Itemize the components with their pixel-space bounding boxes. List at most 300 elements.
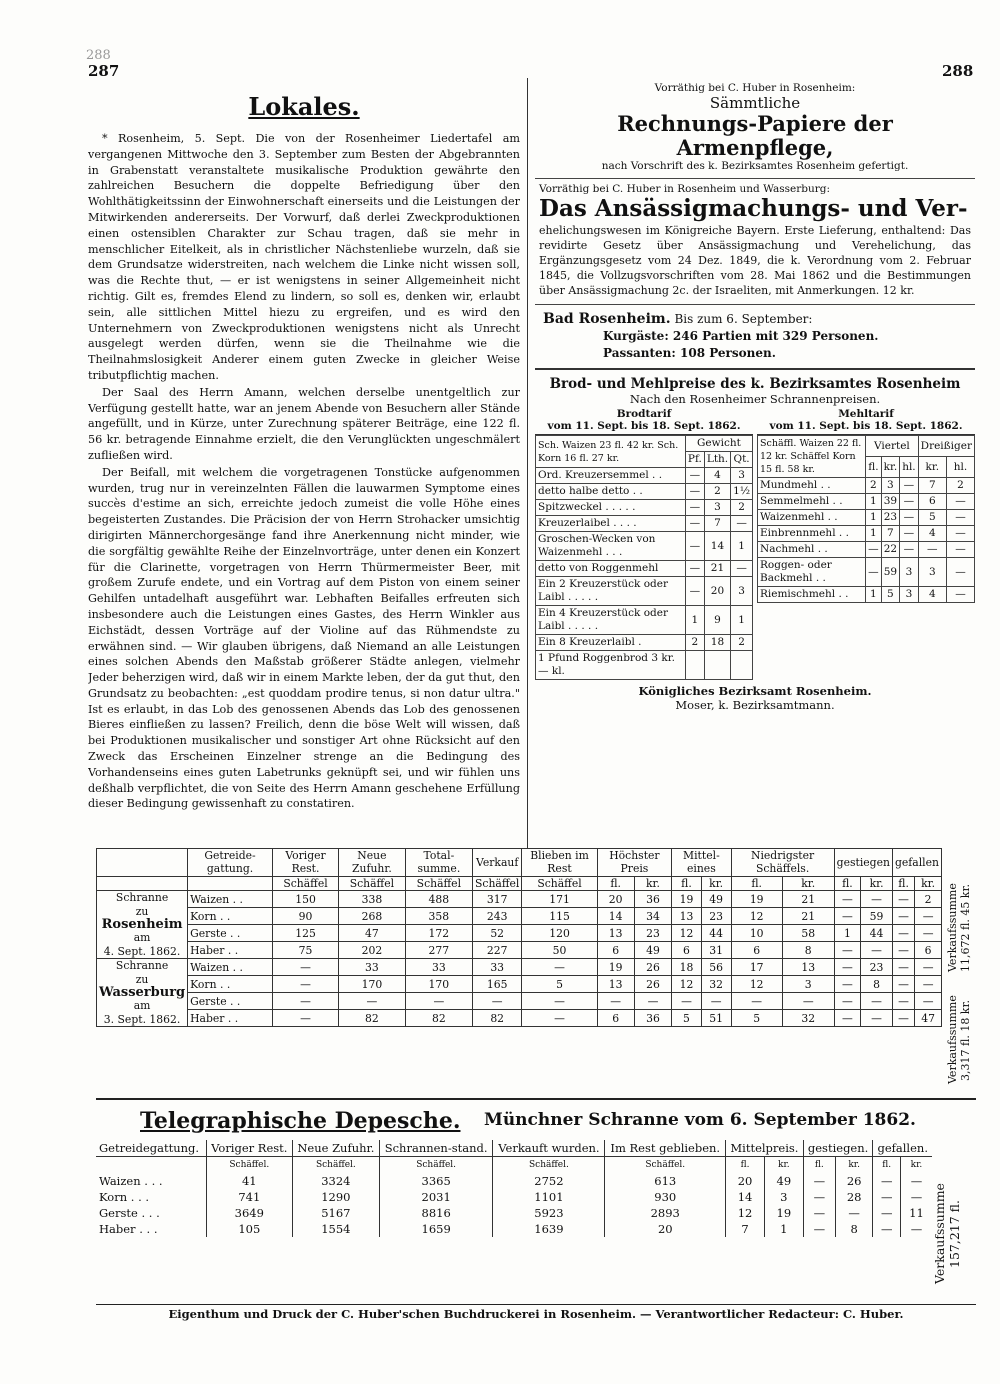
bad-line: Bis zum 6. September:	[674, 312, 813, 326]
market-corner	[97, 849, 188, 877]
bread-weight	[731, 651, 753, 680]
flour-price: 3	[881, 478, 900, 494]
telegram-value: 26	[835, 1173, 873, 1189]
market-place-label	[97, 891, 188, 959]
telegram-value: —	[803, 1189, 835, 1205]
telegram-value: —	[900, 1173, 932, 1189]
market-value: 170	[339, 976, 406, 993]
market-value: 1	[834, 925, 860, 942]
brodtarif-title: Brodtarif	[616, 408, 672, 420]
market-value: 56	[701, 959, 731, 976]
market-value: —	[634, 993, 672, 1010]
flour-price: —	[918, 542, 946, 558]
market-value: 227	[473, 942, 522, 959]
market-value: 2	[915, 891, 942, 908]
telegram-value: 1659	[379, 1221, 493, 1237]
ad-title: Das Ansässigmachungs- und Ver-	[539, 195, 968, 222]
market-value: —	[272, 993, 338, 1010]
mehltarif-title: Mehltarif	[838, 408, 894, 420]
market-value: 12	[731, 908, 782, 925]
telegram-value: 1290	[292, 1189, 379, 1205]
market-col-header: Neue Zufuhr.	[339, 849, 406, 877]
market-col-header: Höchster Preis	[597, 849, 672, 877]
market-unit: fl.	[834, 876, 860, 890]
flour-price: 6	[918, 494, 946, 510]
market-value: —	[597, 993, 634, 1010]
market-col-header: Verkauf	[473, 849, 522, 877]
telegram-unit: fl.	[803, 1157, 835, 1174]
telegram-value: 1554	[292, 1221, 379, 1237]
market-unit: Schäffel	[522, 876, 597, 890]
market-value: —	[834, 959, 860, 976]
bread-name: 1 Pfund Roggenbrod 3 kr. — kl.	[536, 651, 686, 680]
article-paragraph: Der Saal des Herrn Amann, welchen derselbe unentgeltlich zur Verfügung gestellt hatte, war an jenem Abende von Besuchern aller Stände angefüllt, und in Kürze, unter Zurechnung späterer Beiträge, eine 122 fl. 56 kr. betragende Einnahme erzielt, die den Verunglückten ungeschmälert zufließen wird.	[88, 385, 520, 462]
market-unit: kr.	[782, 876, 834, 890]
market-value: —	[782, 993, 834, 1010]
telegram-value: —	[900, 1189, 932, 1205]
place-label-line: Rosenheim	[101, 917, 183, 933]
grain-name: Gerste . .	[188, 993, 273, 1010]
flour-price: 1	[866, 494, 882, 510]
market-unit: fl.	[672, 876, 702, 890]
place-label-line: am	[133, 931, 151, 945]
table-row	[536, 516, 753, 532]
footer-imprint: Eigenthum und Druck der C. Huber'schen Buchdruckerei in Rosenheim. — Verantwortlicher Redacteur: C. Huber.	[96, 1304, 976, 1321]
flour-price: 39	[881, 494, 900, 510]
telegram-col-header: Im Rest geblieben.	[605, 1140, 726, 1157]
market-unit: Schäffel	[405, 876, 472, 890]
section-divider	[96, 1098, 976, 1100]
market-value: 44	[861, 925, 893, 942]
table-row	[758, 494, 975, 510]
place-label-line: 4. Sept. 1862.	[103, 944, 181, 958]
telegram-value: —	[873, 1173, 901, 1189]
market-col-header: Blieben im Rest	[522, 849, 597, 877]
market-unit: kr.	[701, 876, 731, 890]
market-value: 36	[634, 891, 672, 908]
market-value: 20	[597, 891, 634, 908]
bread-weight: —	[685, 532, 704, 561]
telegram-unit: Schäffel.	[493, 1157, 605, 1174]
market-value: —	[915, 959, 942, 976]
market-value: —	[861, 942, 893, 959]
flour-price: 3	[900, 558, 918, 587]
flour-price: —	[900, 526, 918, 542]
bread-weight: 3	[704, 500, 730, 516]
table-row	[96, 1221, 932, 1237]
telegram-unit: Schäffel.	[605, 1157, 726, 1174]
bread-weight: 1	[685, 606, 704, 635]
telegram-unit: Schäffel.	[292, 1157, 379, 1174]
telegram-value: 105	[206, 1221, 292, 1237]
flour-price: —	[946, 526, 974, 542]
grain-name: Waizen . . .	[99, 1174, 163, 1188]
grain-name: Korn . . .	[99, 1190, 150, 1204]
market-value: 13	[597, 925, 634, 942]
brod-col-header: Lth.	[704, 452, 730, 468]
bread-weight: 18	[704, 635, 730, 651]
market-value: 18	[672, 959, 702, 976]
market-value: 358	[405, 908, 472, 925]
market-col-header: Mittel-eines	[672, 849, 731, 877]
ad-ansaessigmachung	[535, 179, 975, 305]
market-col-header: Voriger Rest.	[272, 849, 338, 877]
market-value: —	[892, 942, 914, 959]
flour-price: 1	[866, 510, 882, 526]
bread-weight: —	[731, 516, 753, 532]
telegram-value: 1101	[493, 1189, 605, 1205]
table-row	[96, 1173, 932, 1189]
bread-weight: 2	[685, 635, 704, 651]
mehl-dreissiger: Dreißiger	[918, 436, 974, 457]
table-row	[758, 478, 975, 494]
bread-weight: 2	[731, 500, 753, 516]
mehl-col-header: fl.	[866, 457, 882, 478]
mehl-viertel: Viertel	[866, 436, 919, 457]
market-value: —	[834, 942, 860, 959]
telegram-unit: Schäffel.	[379, 1157, 493, 1174]
market-unit: fl.	[892, 876, 914, 890]
bread-weight: 20	[704, 577, 730, 606]
market-value: —	[834, 891, 860, 908]
table-row	[758, 558, 975, 587]
market-value: 338	[339, 891, 406, 908]
bread-name: Groschen-Wecken von Waizenmehl . . .	[536, 532, 686, 561]
table-row	[97, 976, 942, 993]
bread-weight: 1	[731, 532, 753, 561]
market-value: 23	[634, 925, 672, 942]
mehltarif-dates: vom 11. Sept. bis 18. Sept. 1862.	[769, 420, 963, 432]
telegram-value: 41	[206, 1173, 292, 1189]
place-label-line: am	[133, 999, 151, 1013]
ad-body: ehelichungswesen im Königreiche Bayern. Erste Lieferung, enthaltend: Das revidirte Gesetz über Ansässigmachung und Verehelichung, das Ergänzungsgesetz vom 24 Dez. 1849, die k. Verordnung vom 2. Februar 1845, die Vollzugsvorschriften vom 28. Mai 1862 und die Bestimmungen über Ansässigmachung 2c. der Israeliten, mit Anmerkungen. 12 kr.	[539, 224, 971, 297]
market-value: 6	[597, 1010, 634, 1027]
market-value: 202	[339, 942, 406, 959]
market-value: 82	[473, 1010, 522, 1027]
market-value: 36	[634, 1010, 672, 1027]
mehl-col-header: hl.	[946, 457, 974, 478]
grain-name: Waizen . .	[188, 959, 273, 976]
table-row	[758, 542, 975, 558]
market-value: 34	[634, 908, 672, 925]
market-unit: fl.	[597, 876, 634, 890]
market-value: 52	[473, 925, 522, 942]
telegram-value: —	[873, 1189, 901, 1205]
market-value: —	[892, 1010, 914, 1027]
telegram-value: 8	[835, 1221, 873, 1237]
market-value: 12	[731, 976, 782, 993]
bread-weight: —	[685, 500, 704, 516]
table-row	[97, 993, 942, 1010]
market-value: —	[473, 993, 522, 1010]
market-value: 33	[405, 959, 472, 976]
flour-price: 5	[881, 587, 900, 603]
flour-price: 59	[881, 558, 900, 587]
telegram-unit: fl.	[726, 1157, 765, 1174]
grain-name: Gerste . .	[188, 925, 273, 942]
flour-price: 3	[918, 558, 946, 587]
market-value: 317	[473, 891, 522, 908]
flour-price: —	[900, 494, 918, 510]
telegram-value: 7	[726, 1221, 765, 1237]
flour-price: —	[946, 510, 974, 526]
bread-weight: 2	[731, 635, 753, 651]
market-value: 82	[405, 1010, 472, 1027]
flour-price: 22	[881, 542, 900, 558]
telegram-value: —	[835, 1205, 873, 1221]
wasserburg-sales-sum: Verkaufssumme 3,317 fl. 18 kr.	[946, 995, 972, 1085]
market-value: 277	[405, 942, 472, 959]
market-value: 6	[597, 942, 634, 959]
telegram-value: 3324	[292, 1173, 379, 1189]
market-value: 6	[731, 942, 782, 959]
market-value: 47	[339, 925, 406, 942]
table-row	[96, 1189, 932, 1205]
flour-price: 2	[866, 478, 882, 494]
bread-weight	[685, 651, 704, 680]
market-value: —	[272, 959, 338, 976]
market-unit: Schäffel	[339, 876, 406, 890]
market-value: 5	[672, 1010, 702, 1027]
market-place-label	[97, 959, 188, 1027]
bread-name: Spitzweckel . . . . .	[536, 500, 686, 516]
telegram-value: —	[900, 1221, 932, 1237]
bread-weight: 1	[731, 606, 753, 635]
telegram-value: 2031	[379, 1189, 493, 1205]
brod-col-header: Qt.	[731, 452, 753, 468]
flour-price: —	[946, 542, 974, 558]
brod-subtitle: Nach den Rosenheimer Schrannenpreisen.	[629, 392, 881, 406]
bad-rosenheim-notice	[535, 305, 975, 370]
market-value: —	[861, 891, 893, 908]
bread-weight: 3	[731, 577, 753, 606]
bread-name: Ein 4 Kreuzerstück oder Laibl . . . . .	[536, 606, 686, 635]
flour-name: Semmelmehl . .	[758, 494, 866, 510]
lokales-heading: Lokales.	[248, 92, 360, 121]
market-value: —	[405, 993, 472, 1010]
market-value: —	[731, 993, 782, 1010]
ad-line: Vorräthig bei C. Huber in Rosenheim:	[654, 82, 856, 94]
market-value: 31	[701, 942, 731, 959]
bread-name: Ein 2 Kreuzerstück oder Laibl . . . . .	[536, 577, 686, 606]
bread-weight: —	[685, 468, 704, 484]
grain-name: Haber . .	[188, 1010, 273, 1027]
market-value: 17	[731, 959, 782, 976]
market-value: 33	[473, 959, 522, 976]
telegram-unit	[96, 1157, 206, 1174]
bread-weight: —	[685, 561, 704, 577]
bread-weight: 21	[704, 561, 730, 577]
market-value: —	[892, 993, 914, 1010]
flour-price: 1	[866, 526, 882, 542]
brod-col-header: Pf.	[685, 452, 704, 468]
flour-name: Nachmehl . .	[758, 542, 866, 558]
market-value: —	[861, 1010, 893, 1027]
market-value: 21	[782, 908, 834, 925]
market-value: 23	[861, 959, 893, 976]
flour-price: 1	[866, 587, 882, 603]
telegram-unit: kr.	[900, 1157, 932, 1174]
market-value: —	[272, 976, 338, 993]
place-label-line: zu	[135, 904, 149, 918]
market-value: 120	[522, 925, 597, 942]
telegram-value: 19	[764, 1205, 803, 1221]
bread-weight: 7	[704, 516, 730, 532]
telegram-value: 20	[605, 1221, 726, 1237]
telegram-value: 613	[605, 1173, 726, 1189]
telegram-unit: kr.	[835, 1157, 873, 1174]
market-value: 59	[861, 908, 893, 925]
market-value: 47	[915, 1010, 942, 1027]
market-value: 58	[782, 925, 834, 942]
market-value: 75	[272, 942, 338, 959]
telegram-unit: kr.	[764, 1157, 803, 1174]
article-paragraph: Der Beifall, mit welchem die vorgetragenen Tonstücke aufgenommen wurden, trug nur in vereinzelnten Fällen die lauwarmen Symptome eines succès d'estime an sich, erreichte jedoch zumeist die volle Höhe eines begeisterten Zustandes. Die Präcision der von Herrn Strohacker umsichtig dirigirten Männerchorgesänge fand ihre Anerkennung nicht minder, wie die sorgfältig gewählte Reihe der Einzelnvorträge, unter denen ein Konzert für die Clarinette, vorgetragen von Herrn Thürmermeister Beer, mit großem Zurufe endete, und ein Vortrag auf dem Piston von einem seiner Gehilfen untadelhaft ausgeführt war. Lebhaften Beifalles erfreuten sich insbesondere auch die Leistungen eines Gastes, des Herrn Winkler aus Eichstädt, dessen Vorträge auf der Violine auf das Rühmendste zu erwähnen sind. — Wir glauben übrigens, daß Niemand an alle Leistungen eines solchen Abends den Maßstab größerer Städte anlegen, vielmehr Jeder beherzigen wird, daß wir in einem Markte leben, der da gut thut, den Grundsatz zu beobachten: „est quoddam prodire tenus, si non datur ultra." Ist es erlaubt, in das Lob des genossenen Abends das Lob des genossenen Bieres einfließen zu lassen? Freilich, denn die böse Welt will wissen, daß bei Produktionen musikalischer und sonstiger Art ohne Rücksicht auf den Zweck das Erscheinen Einzelner strenge an die Bedingung des Vorhandenseins eines guten Labetrunks geknüpft sei, und wir fühlen uns deßhalb verpflichtet, die von Seite des Herrn Amann geschehene Erfüllung dieser Bedingung gewissenhaft zu constatiren.	[88, 465, 520, 811]
flour-price: 4	[918, 587, 946, 603]
market-value: 5	[522, 976, 597, 993]
market-value: —	[892, 959, 914, 976]
market-value: 115	[522, 908, 597, 925]
telegram-unit: Schäffel.	[206, 1157, 292, 1174]
market-value: 3	[782, 976, 834, 993]
bread-weight: 1½	[731, 484, 753, 500]
bad-title: Bad Rosenheim.	[543, 311, 671, 327]
flour-price: —	[900, 478, 918, 494]
advertisement-column	[535, 78, 975, 848]
place-label-line: Schranne	[115, 959, 169, 973]
flour-name: Einbrennmehl . .	[758, 526, 866, 542]
market-value: 33	[339, 959, 406, 976]
telegram-value: —	[803, 1221, 835, 1237]
market-value: 12	[672, 925, 702, 942]
brod-gewicht: Gewicht	[685, 436, 752, 452]
telegram-unit: fl.	[873, 1157, 901, 1174]
market-value: —	[915, 908, 942, 925]
market-value: 13	[597, 976, 634, 993]
bread-name: Kreuzerlaibel . . . .	[536, 516, 686, 532]
market-value: —	[834, 908, 860, 925]
telegram-value: —	[803, 1205, 835, 1221]
bread-weight: 14	[704, 532, 730, 561]
market-value: 26	[634, 976, 672, 993]
brod-table	[535, 435, 753, 680]
market-value: 26	[634, 959, 672, 976]
munich-heading: Münchner Schranne vom 6. September 1862.	[484, 1110, 916, 1130]
telegram-value: 28	[835, 1189, 873, 1205]
mehl-col-header: hl.	[900, 457, 918, 478]
market-value: 51	[701, 1010, 731, 1027]
ad-rechnungs-papiere	[535, 78, 975, 179]
table-row	[97, 925, 942, 942]
telegram-value: —	[873, 1221, 901, 1237]
market-value: —	[861, 993, 893, 1010]
bread-weight: 9	[704, 606, 730, 635]
market-unit: Schäffel	[272, 876, 338, 890]
bread-weight	[704, 651, 730, 680]
telegram-value: 8816	[379, 1205, 493, 1221]
telegram-col-header: gestiegen.	[803, 1140, 873, 1157]
telegram-value: —	[803, 1173, 835, 1189]
flour-name: Waizenmehl . .	[758, 510, 866, 526]
rosenheim-sales-sum: Verkaufssumme 11,672 fl. 45 kr.	[946, 883, 972, 973]
bread-weight: —	[685, 484, 704, 500]
mehl-head: Schäffl. Waizen 22 fl. 12 kr. Schäffel Korn 15 fl. 58 kr.	[758, 436, 866, 478]
market-value: 172	[405, 925, 472, 942]
market-value: —	[672, 993, 702, 1010]
market-unit: kr.	[861, 876, 893, 890]
flour-price: 4	[918, 526, 946, 542]
table-row	[758, 510, 975, 526]
market-value: 82	[339, 1010, 406, 1027]
bread-name: detto von Roggenmehl	[536, 561, 686, 577]
market-value: —	[915, 925, 942, 942]
flour-price: 7	[881, 526, 900, 542]
table-row	[536, 561, 753, 577]
market-value: 8	[782, 942, 834, 959]
flour-price: —	[866, 542, 882, 558]
flour-price: —	[866, 558, 882, 587]
market-value: —	[892, 925, 914, 942]
market-value: 5	[731, 1010, 782, 1027]
place-label-line: 3. Sept. 1862.	[103, 1012, 181, 1026]
telegram-value: 12	[726, 1205, 765, 1221]
telegram-col-header: Neue Zufuhr.	[292, 1140, 379, 1157]
market-col-header: gestiegen	[834, 849, 892, 877]
market-value: —	[272, 1010, 338, 1027]
table-row	[536, 532, 753, 561]
grain-name: Haber . . .	[99, 1222, 158, 1236]
market-unit: fl.	[731, 876, 782, 890]
telegram-value: 49	[764, 1173, 803, 1189]
table-row	[536, 577, 753, 606]
mehl-col-header: kr.	[881, 457, 900, 478]
flour-price: —	[946, 587, 974, 603]
market-value: 13	[782, 959, 834, 976]
table-row	[536, 651, 753, 680]
market-col-header: Total-summe.	[405, 849, 472, 877]
signature-name: Moser, k. Bezirksamtmann.	[675, 698, 835, 712]
telegram-value: 5923	[493, 1205, 605, 1221]
telegram-value: 11	[900, 1205, 932, 1221]
market-value: 19	[672, 891, 702, 908]
flour-name: Roggen- oder Backmehl . .	[758, 558, 866, 587]
ad-line: Sämmtliche	[709, 94, 801, 112]
flour-price: —	[900, 510, 918, 526]
telegram-value: 930	[605, 1189, 726, 1205]
brodtarif-dates: vom 11. Sept. bis 18. Sept. 1862.	[547, 420, 741, 432]
lokales-column	[88, 78, 520, 848]
telegram-col-header: Schrannen-stand.	[379, 1140, 493, 1157]
mehl-col-header: kr.	[918, 457, 946, 478]
table-row	[97, 908, 942, 925]
telegram-value: 2752	[493, 1173, 605, 1189]
flour-price: 3	[900, 587, 918, 603]
market-value: —	[834, 1010, 860, 1027]
bread-weight: 3	[731, 468, 753, 484]
grain-name: Korn . .	[188, 976, 273, 993]
market-value: 10	[731, 925, 782, 942]
ad-line: nach Vorschrift des k. Bezirksamtes Rosenheim gefertigt.	[601, 160, 909, 172]
table-row	[536, 635, 753, 651]
bad-line: Passanten: 108 Personen.	[603, 346, 776, 360]
brod-head: Sch. Waizen 23 fl. 42 kr. Sch. Korn 16 fl. 27 kr.	[536, 436, 686, 468]
market-value: —	[892, 976, 914, 993]
market-value: 90	[272, 908, 338, 925]
place-label-line: Schranne	[115, 891, 169, 905]
telegram-col-header: Getreidegattung.	[96, 1140, 206, 1157]
market-value: 49	[634, 942, 672, 959]
left-page-number: 287	[88, 62, 120, 80]
